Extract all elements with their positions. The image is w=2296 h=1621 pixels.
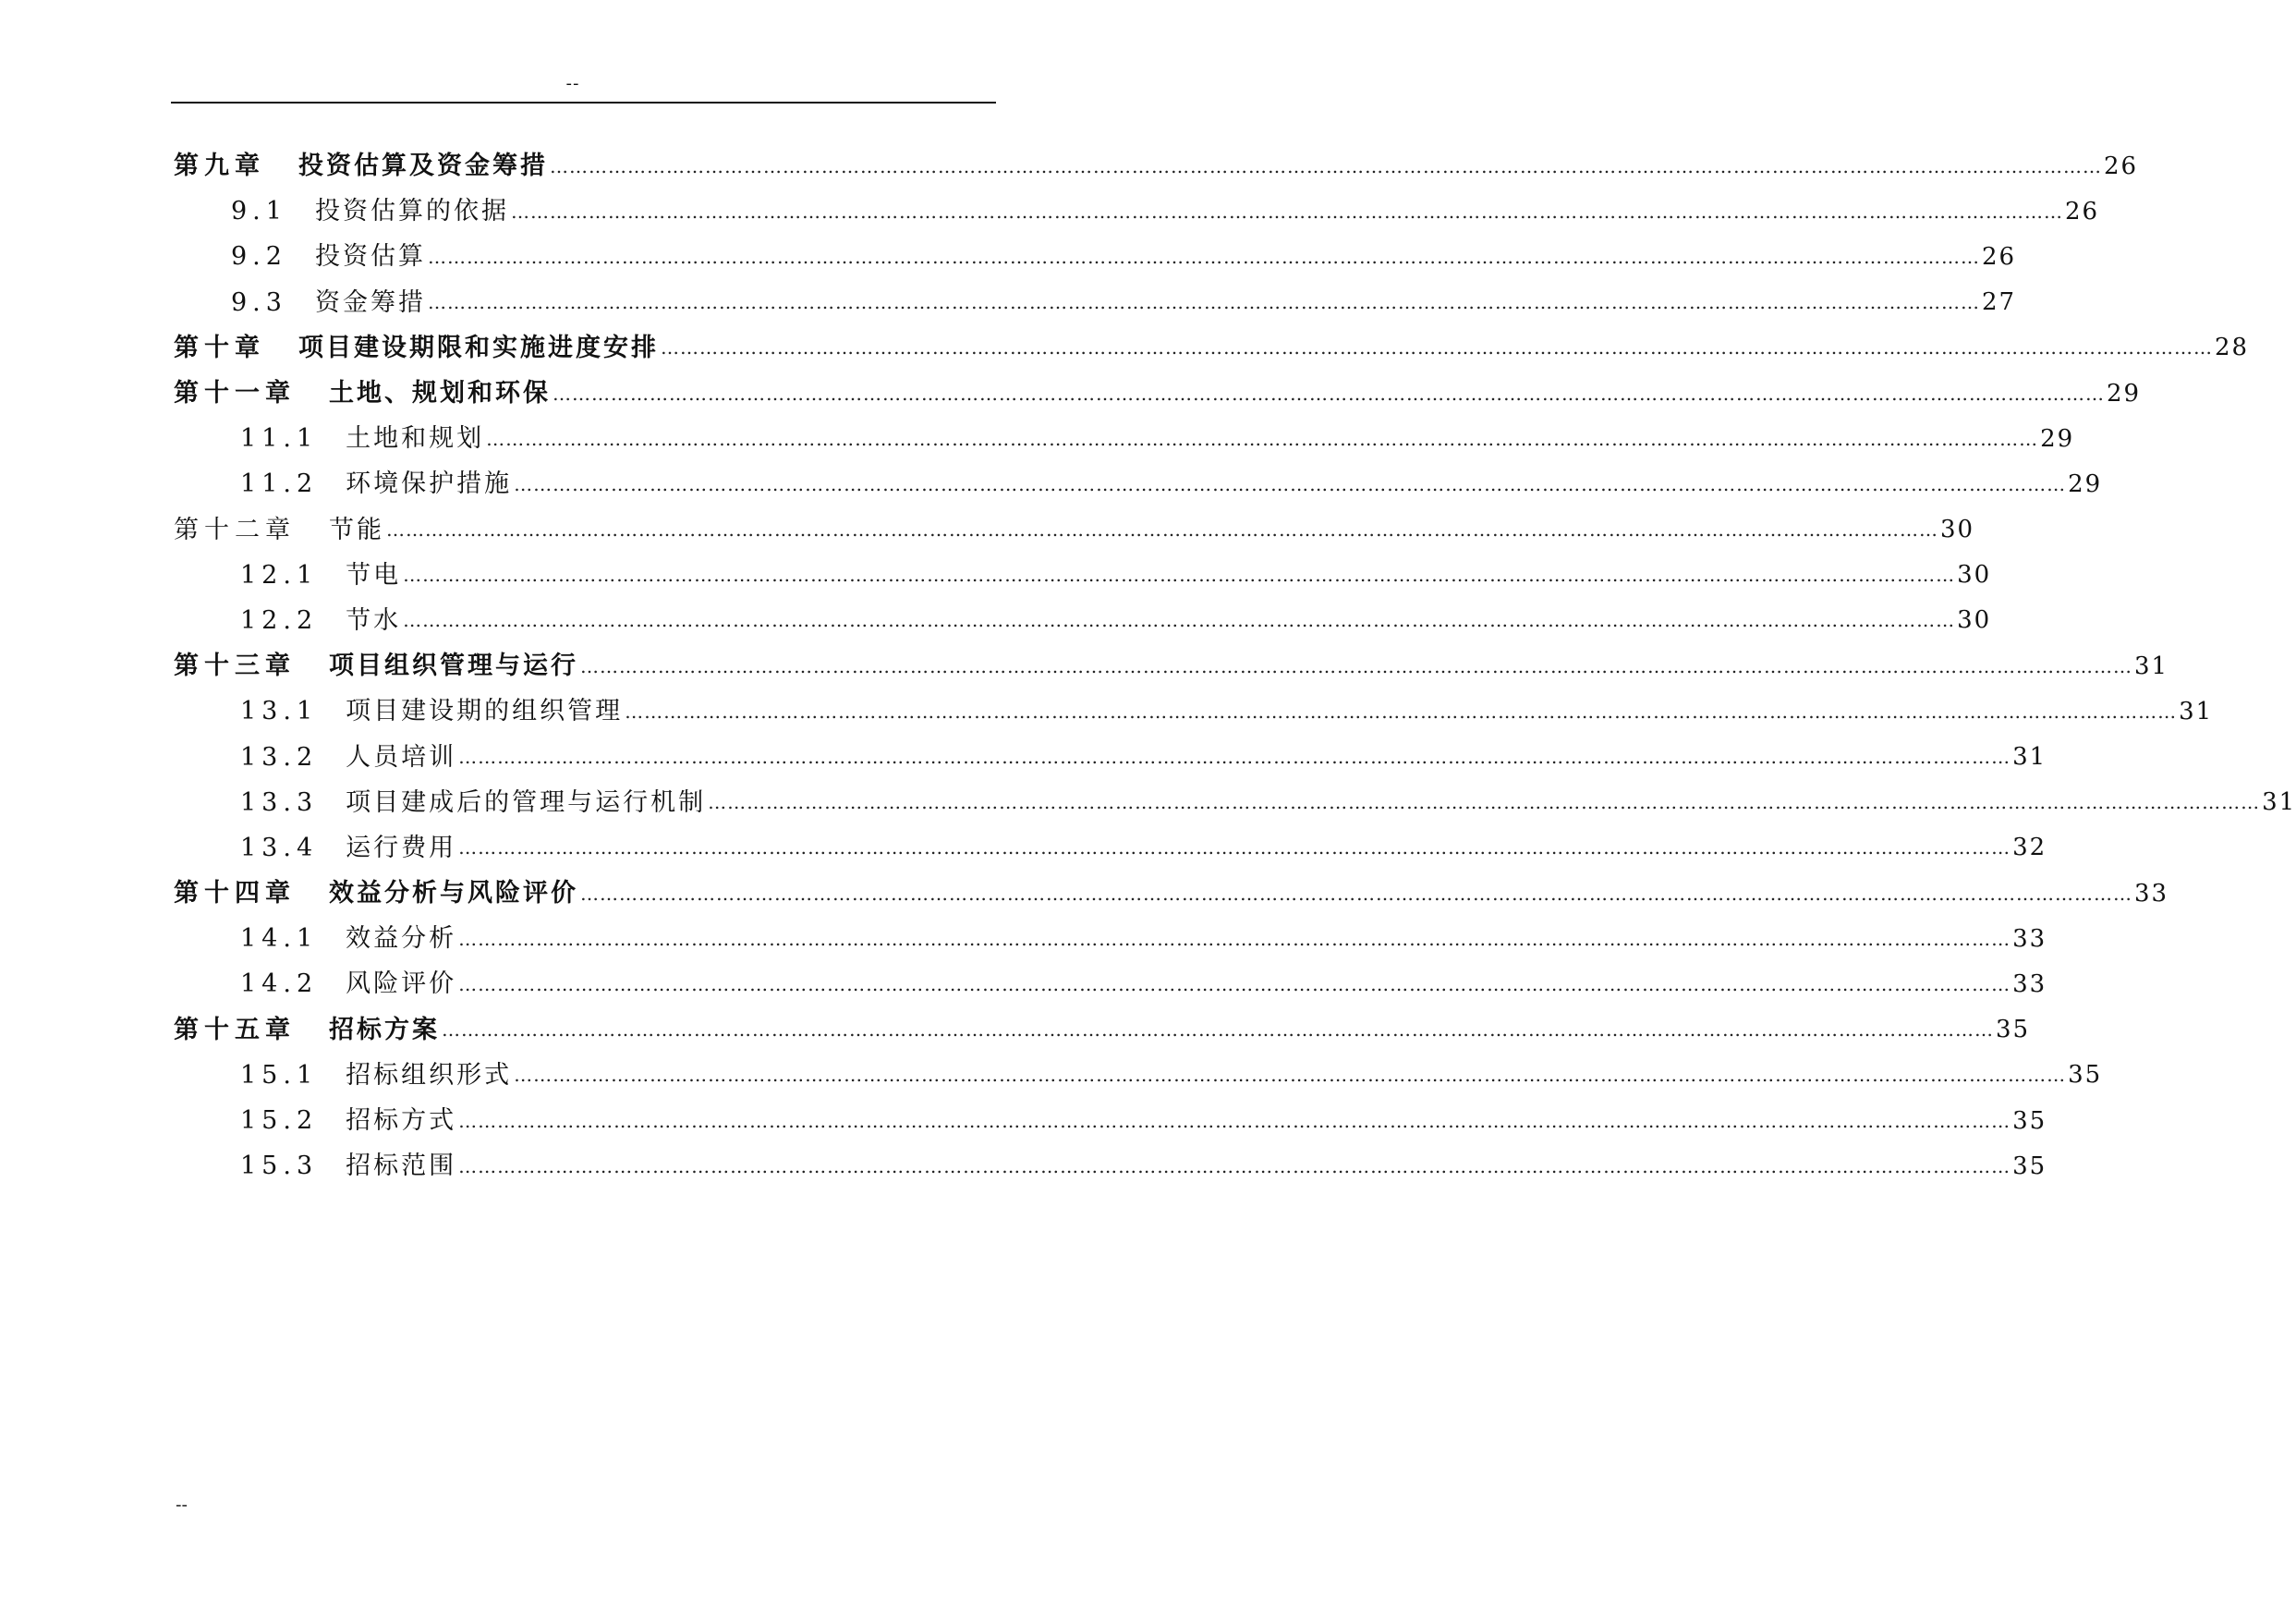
toc-entry-title: 投资估算 [314,242,426,272]
toc-page-number: 35 [1996,1016,2031,1044]
toc-entry-number: 15.3 [240,1152,319,1181]
toc-page-number: 33 [2134,879,2169,908]
toc-dot-leader: …………………………………………………………………………………………………………………………………………………………………………………………………………………… [458,836,2011,859]
toc-chapter-entry[interactable] [174,325,2250,371]
toc-page-number: 29 [2107,379,2142,408]
toc-entry-title: 招标范围 [346,1152,457,1181]
toc-chapter-entry[interactable] [174,143,2139,189]
toc-entry-title: 土地和规划 [346,424,485,454]
toc-entry-title: 招标组织形式 [346,1060,513,1090]
toc-entry-number: 12.2 [240,605,319,635]
toc-page-number: 35 [2068,1061,2103,1090]
toc-page-number: 29 [2068,469,2103,498]
toc-entry-title: 项目建成后的管理与运行机制 [346,787,707,817]
toc-section-entry[interactable] [174,689,2214,734]
toc-dot-leader: …………………………………………………………………………………………………………………………………………………………………………………………………………………… [514,1064,2067,1087]
toc-entry-title: 环境保护措施 [346,469,513,499]
toc-section-entry[interactable] [174,280,2017,325]
toc-page-number: 31 [2012,743,2047,772]
toc-section-entry[interactable] [174,461,2103,506]
toc-entry-title: 项目建设期限和实施进度安排 [298,333,659,362]
toc-entry-number: 第九章 [174,152,265,181]
toc-chapter-entry[interactable] [174,871,2169,916]
toc-dot-leader: …………………………………………………………………………………………………………………………………………………………………………………………………………………… [486,427,2039,450]
toc-dot-leader: …………………………………………………………………………………………………………………………………………………………………………………………………………………… [403,609,1956,632]
toc-section-entry[interactable] [174,553,1992,598]
toc-dot-leader: …………………………………………………………………………………………………………………………………………………………………………………………………………………… [458,927,2011,950]
toc-entry-title: 节水 [346,605,402,635]
toc-entry-number: 9.3 [231,287,287,317]
toc-page-number: 35 [2012,1106,2047,1135]
toc-dot-leader: …………………………………………………………………………………………………………………………………………………………………………………………………………………… [553,382,2105,405]
toc-page-number: 31 [2262,788,2296,817]
toc-section-entry[interactable] [174,916,2047,961]
toc-entry-title: 效益分析与风险评价 [329,879,578,908]
toc-section-entry[interactable] [174,961,2047,1006]
toc-entry-number: 15.1 [240,1060,319,1090]
toc-entry-title: 招标方案 [329,1015,440,1044]
toc-dot-leader: …………………………………………………………………………………………………………………………………………………………………………………………………………………… [510,200,2063,223]
toc-entry-number: 15.2 [240,1106,319,1136]
toc-page-number: 33 [2012,924,2047,953]
toc-entry-title: 项目建设期的组织管理 [346,697,624,726]
toc-dot-leader: …………………………………………………………………………………………………………………………………………………………………………………………………………………… [386,518,1938,542]
toc-page-number: 30 [1940,516,1975,544]
toc-dot-leader: …………………………………………………………………………………………………………………………………………………………………………………………………………………… [458,1109,2011,1132]
toc-entry-number: 9.1 [231,197,287,226]
toc-entry-title: 节能 [329,515,384,544]
toc-section-entry[interactable] [174,416,2075,461]
toc-dot-leader: …………………………………………………………………………………………………………………………………………………………………………………………………………………… [403,564,1956,587]
toc-section-entry[interactable] [174,780,2296,825]
toc-page-number: 30 [1957,561,1992,590]
table-of-contents [174,143,2296,1188]
toc-entry-title: 风险评价 [346,969,457,999]
toc-dot-leader: …………………………………………………………………………………………………………………………………………………………………………………………………………………… [625,700,2178,723]
toc-page-number: 31 [2179,697,2214,725]
toc-dot-leader: …………………………………………………………………………………………………………………………………………………………………………………………………………………… [550,154,2102,177]
toc-section-entry[interactable] [174,1143,2047,1188]
toc-page-number: 26 [2064,197,2100,225]
toc-entry-number: 第十二章 [174,515,296,544]
toc-dot-leader: …………………………………………………………………………………………………………………………………………………………………………………………………………………… [458,746,2011,769]
toc-entry-number: 12.1 [240,560,319,590]
toc-page-number: 26 [1981,242,2017,271]
toc-entry-title: 土地、规划和环保 [329,379,551,408]
toc-entry-number: 13.4 [240,833,319,862]
toc-entry-number: 第十三章 [174,652,296,681]
toc-chapter-entry[interactable] [174,643,2169,689]
toc-chapter-entry[interactable] [174,1007,2031,1053]
toc-entry-title: 节电 [346,560,402,590]
toc-entry-number: 13.1 [240,697,319,726]
toc-dot-leader: …………………………………………………………………………………………………………………………………………………………………………………………………………………… [580,654,2132,677]
toc-section-entry[interactable] [174,825,2047,871]
toc-entry-number: 9.2 [231,242,287,272]
toc-entry-number: 第十章 [174,333,265,362]
toc-section-entry[interactable] [174,189,2100,234]
toc-entry-number: 13.3 [240,787,319,817]
toc-entry-title: 投资估算的依据 [314,197,509,226]
toc-dot-leader: …………………………………………………………………………………………………………………………………………………………………………………………………………………… [458,1154,2011,1177]
toc-dot-leader: …………………………………………………………………………………………………………………………………………………………………………………………………………………… [458,972,2011,995]
page-footer-mark: -- [176,1495,188,1515]
toc-section-entry[interactable] [174,1053,2103,1098]
toc-entry-number: 第十一章 [174,379,296,408]
toc-dot-leader: …………………………………………………………………………………………………………………………………………………………………………………………………………………… [661,336,2213,360]
toc-dot-leader: …………………………………………………………………………………………………………………………………………………………………………………………………………………… [708,791,2261,814]
toc-entry-number: 第十五章 [174,1015,296,1044]
toc-dot-leader: …………………………………………………………………………………………………………………………………………………………………………………………………………………… [580,882,2132,905]
toc-entry-title: 投资估算及资金筹措 [298,152,548,181]
toc-chapter-entry[interactable] [174,371,2142,416]
toc-section-entry[interactable] [174,1098,2047,1143]
toc-entry-title: 资金筹措 [314,287,426,317]
toc-entry-number: 13.2 [240,742,319,772]
toc-dot-leader: …………………………………………………………………………………………………………………………………………………………………………………………………………………… [442,1018,1994,1042]
toc-entry-title: 招标方式 [346,1106,457,1136]
toc-chapter-entry[interactable] [174,507,1975,553]
toc-page-number: 32 [2012,834,2047,862]
toc-entry-number: 14.1 [240,924,319,954]
toc-entry-title: 运行费用 [346,833,457,862]
toc-entry-number: 11.1 [240,424,319,454]
toc-dot-leader: …………………………………………………………………………………………………………………………………………………………………………………………………………………… [427,291,1980,314]
toc-page-number: 28 [2215,334,2250,362]
toc-page-number: 35 [2012,1152,2047,1180]
toc-section-entry[interactable] [174,234,2017,279]
page-header-mark: -- [565,74,580,93]
toc-page-number: 29 [2040,424,2075,453]
header-divider [171,102,996,104]
toc-entry-title: 人员培训 [346,742,457,772]
toc-entry-number: 第十四章 [174,879,296,908]
toc-section-entry[interactable] [174,734,2047,779]
toc-section-entry[interactable] [174,598,1992,643]
toc-entry-title: 项目组织管理与运行 [329,652,578,681]
toc-page-number: 30 [1957,606,1992,635]
toc-dot-leader: …………………………………………………………………………………………………………………………………………………………………………………………………………………… [514,472,2067,495]
toc-entry-title: 效益分析 [346,924,457,954]
toc-page-number: 33 [2012,969,2047,998]
toc-page-number: 31 [2134,652,2169,680]
toc-entry-number: 14.2 [240,969,319,999]
toc-dot-leader: …………………………………………………………………………………………………………………………………………………………………………………………………………………… [427,245,1980,268]
toc-page-number: 26 [2104,152,2139,180]
toc-entry-number: 11.2 [240,469,319,499]
toc-page-number: 27 [1981,288,2017,317]
